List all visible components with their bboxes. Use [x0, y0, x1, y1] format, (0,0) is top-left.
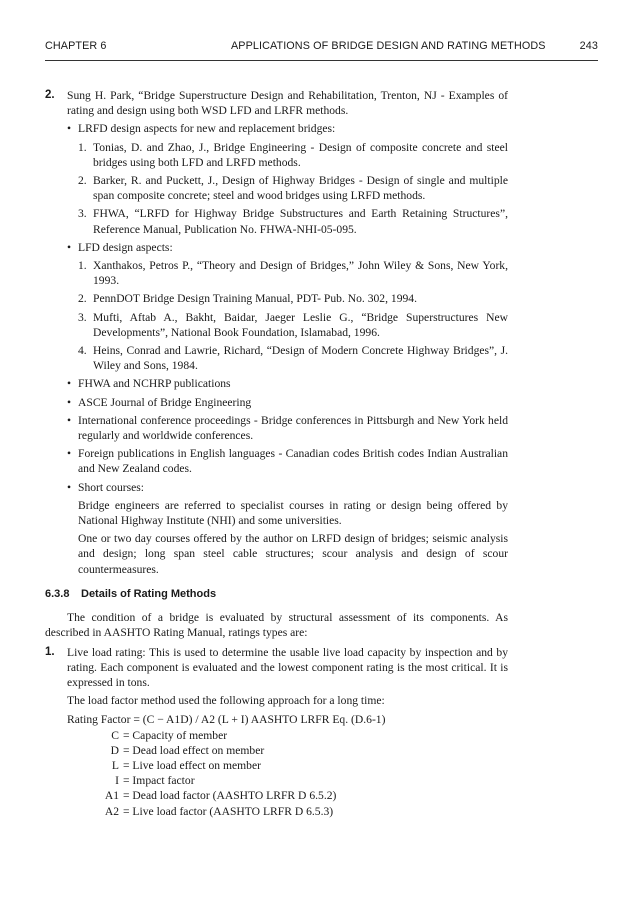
list-item	[78, 343, 508, 373]
definition-text: = Capacity of member	[123, 728, 228, 742]
list-item	[78, 140, 508, 170]
list-text: FHWA, “LRFD for Highway Bridge Substructures and Earth Retaining Structures”, Reference Manual, Publication No. FHWA-NHI-05-095.	[93, 207, 508, 236]
section-intro: The condition of a bridge is evaluated by structural assessment of its components. As described in AASHTO Rating Manual, ratings types are:	[45, 611, 508, 640]
bullet-label: LFD design aspects:	[78, 240, 173, 254]
equation-definitions	[45, 728, 508, 819]
bullet-mark: •	[67, 413, 72, 427]
running-header	[45, 40, 598, 58]
symbol: L	[111, 758, 119, 772]
bullet-item	[67, 376, 508, 391]
list-item	[78, 310, 508, 340]
symbol: D	[110, 743, 119, 757]
definition-text: = Live load factor (AASHTO LRFR D 6.5.3)	[123, 804, 334, 818]
list-text: PennDOT Bridge Design Training Manual, PDT- Pub. No. 302, 1994.	[93, 292, 417, 306]
symbol: A1	[104, 789, 119, 803]
symbol: I	[115, 774, 119, 788]
list-number: 2.	[78, 174, 87, 188]
list-number: 3.	[78, 310, 87, 324]
list-text: Tonias, D. and Zhao, J., Bridge Engineering - Design of composite concrete and steel bridges using both LFD and LRFD methods.	[93, 140, 508, 169]
list-number: 2.	[78, 292, 87, 306]
lfd-sublist	[78, 258, 508, 373]
bullet-lfd	[67, 240, 508, 374]
definition-text: = Impact factor	[123, 774, 195, 788]
item-number: 1.	[45, 645, 55, 658]
definition-row	[45, 788, 508, 803]
list-item	[78, 173, 508, 203]
list-number: 1.	[78, 140, 87, 154]
bullet-mark: •	[67, 480, 72, 494]
bullet-short-courses	[67, 480, 508, 577]
lrfd-sublist	[78, 140, 508, 237]
bullet-mark: •	[67, 240, 72, 254]
list-item	[78, 258, 508, 288]
rating-type-item-1	[45, 645, 508, 709]
definition-row	[45, 773, 508, 788]
definition-text: = Dead load effect on member	[123, 743, 265, 757]
item-text: Sung H. Park, “Bridge Superstructure Design and Rehabilitation, Trenton, NJ - Examples of rating and design using both WSD LFD and LRFR methods.	[67, 89, 508, 118]
bullet-mark: •	[67, 395, 72, 409]
definition-row	[45, 758, 508, 773]
bullet-item	[67, 446, 508, 476]
short-courses-paragraph-1: Bridge engineers are referred to specialist courses in rating or design being offered by National Highway Institute (NHI) and some universities.	[78, 498, 508, 528]
bullet-lrfd	[67, 121, 508, 236]
bullet-item	[67, 413, 508, 443]
list-number: 4.	[78, 344, 87, 358]
symbol: C	[111, 728, 119, 742]
header-rule	[45, 60, 598, 61]
chapter-title: APPLICATIONS OF BRIDGE DESIGN AND RATING METHODS	[231, 40, 546, 52]
list-text: Barker, R. and Puckett, J., Design of Highway Bridges - Design of single and multiple span composite concrete; steel and wood bridges using LRFD methods.	[93, 174, 508, 203]
item-number: 2.	[45, 89, 55, 101]
list-text: Mufti, Aftab A., Bakht, Baidar, Jaeger Leslie G., “Bridge Superstructures New Developments”, National Book Foundation, Islamabad, 1996.	[93, 310, 508, 339]
section-heading	[45, 587, 508, 602]
bullet-mark: •	[67, 377, 72, 391]
section-title: Details of Rating Methods	[81, 587, 217, 600]
definition-row	[45, 743, 508, 758]
list-item	[78, 206, 508, 236]
list-item	[78, 291, 508, 306]
definition-text: = Live load effect on member	[123, 758, 261, 772]
bullet-label: Short courses:	[78, 480, 145, 494]
item-text-2: The load factor method used the following approach for a long time:	[67, 694, 385, 708]
page-number: 243	[579, 40, 598, 52]
bullet-text: Foreign publications in English languages - Canadian codes British codes Indian Australian and New Zealand codes.	[78, 447, 508, 476]
reference-item-2	[45, 88, 508, 577]
bullet-text: International conference proceedings - Bridge conferences in Pittsburgh and New York held regularly and worldwide conferences.	[78, 413, 508, 443]
bullet-label: LRFD design aspects for new and replacement bridges:	[78, 122, 336, 136]
definition-text: = Dead load factor (AASHTO LRFR D 6.5.2)	[123, 789, 337, 803]
bullet-text: ASCE Journal of Bridge Engineering	[78, 395, 252, 409]
chapter-label: CHAPTER 6	[45, 40, 107, 52]
item-text: Live load rating: This is used to determine the usable live load capacity by inspection and by rating. Each component is evaluated and the lowest component rating is the most critical. It is expressed in tons.	[67, 645, 508, 689]
definition-row	[45, 804, 508, 819]
list-text: Heins, Conrad and Lawrie, Richard, “Design of Modern Concrete Highway Bridges”, J. Wiley and Sons, 1984.	[93, 344, 508, 373]
short-courses-paragraph-2: One or two day courses offered by the author on LRFD design of bridges; seismic analysis and design; long span steel cable structures; scour analysis and design of scour countermeasures.	[78, 532, 508, 576]
symbol: A2	[104, 804, 119, 818]
list-text: Xanthakos, Petros P., “Theory and Design of Bridges,” John Wiley & Sons, New York, 1993.	[93, 259, 508, 288]
reference-bullet-list	[67, 121, 508, 576]
bullet-mark: •	[67, 122, 72, 136]
list-number: 3.	[78, 207, 87, 221]
definition-row	[45, 728, 508, 743]
bullet-item	[67, 395, 508, 410]
list-number: 1.	[78, 259, 87, 273]
rating-factor-equation: Rating Factor = (C − A1D) / A2 (L + I) AASHTO LRFR Eq. (D.6-1)	[67, 713, 386, 727]
bullet-text: FHWA and NCHRP publications	[78, 377, 231, 391]
section-number: 6.3.8	[45, 587, 70, 600]
bullet-mark: •	[67, 447, 72, 461]
page-body	[45, 88, 508, 819]
